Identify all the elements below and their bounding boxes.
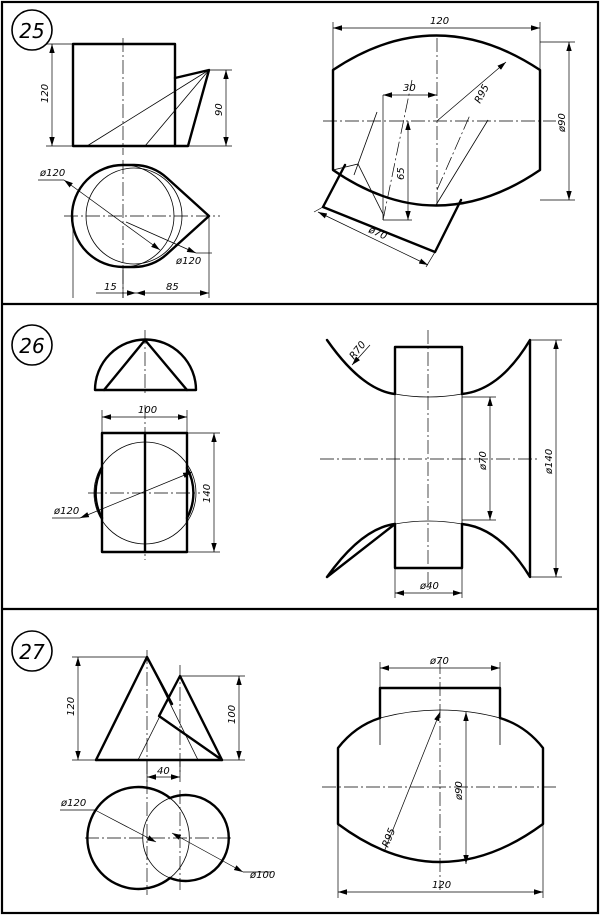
dim-diameter-70: ø70 xyxy=(366,224,389,243)
dim-radius-95: R95 xyxy=(380,826,399,850)
dim-width-15: 15 xyxy=(104,282,117,293)
dim-diameter-140: ø140 xyxy=(544,448,555,474)
dim-radius-70: R70 xyxy=(347,339,369,362)
problem-number: 27 xyxy=(19,640,45,664)
barrel-outline xyxy=(333,36,540,206)
top-view-25 xyxy=(38,160,220,298)
cylinder-outline xyxy=(73,44,175,146)
dim-diameter-100: ø100 xyxy=(250,870,276,881)
front-view-25 xyxy=(40,38,232,155)
front-view-26 xyxy=(95,330,196,395)
dim-diameter-90: ø90 xyxy=(557,113,568,132)
small-cone-outline xyxy=(159,676,222,760)
dim-diameter-70: ø70 xyxy=(430,656,449,667)
dim-radius-95: R95 xyxy=(472,82,492,106)
dim-height-65: 65 xyxy=(396,167,407,180)
panel-27 xyxy=(12,631,558,898)
front-view-27 xyxy=(66,650,245,782)
right-view-25 xyxy=(314,16,575,267)
cone-outline xyxy=(175,70,209,146)
dim-diameter-70: ø70 xyxy=(478,451,489,470)
dim-height-90: 90 xyxy=(214,103,225,116)
dim-height-120: 120 xyxy=(66,696,77,716)
dim-diameter-120: ø120 xyxy=(61,798,87,809)
dim-diameter-120a: ø120 xyxy=(40,168,66,179)
dim-offset-30: 30 xyxy=(403,83,416,94)
panel-25 xyxy=(12,10,575,298)
side-view-26 xyxy=(320,330,562,598)
dim-height-100: 100 xyxy=(227,704,238,724)
large-cone-outline xyxy=(96,657,172,760)
dim-diameter-40: ø40 xyxy=(420,581,439,592)
top-view-26 xyxy=(52,405,220,560)
dim-width-100: 100 xyxy=(138,405,158,416)
sheet-frame xyxy=(2,2,598,913)
dim-width-85: 85 xyxy=(166,282,179,293)
problem-number: 25 xyxy=(19,19,45,43)
spool-outline xyxy=(327,340,530,577)
dim-width-40: 40 xyxy=(157,766,170,777)
top-view-27 xyxy=(60,780,275,895)
dim-width-120: 120 xyxy=(430,16,450,27)
barrel-outline xyxy=(338,718,543,862)
problem-number: 26 xyxy=(19,334,45,358)
dim-height-140: 140 xyxy=(202,483,213,503)
dim-diameter-120b: ø120 xyxy=(176,256,202,267)
panel-26 xyxy=(12,325,562,598)
dim-width-120: 120 xyxy=(432,880,452,891)
side-view-27 xyxy=(322,656,558,898)
dim-height-120: 120 xyxy=(40,83,51,103)
dim-diameter-90: ø90 xyxy=(454,781,465,800)
dim-diameter-120: ø120 xyxy=(54,506,80,517)
